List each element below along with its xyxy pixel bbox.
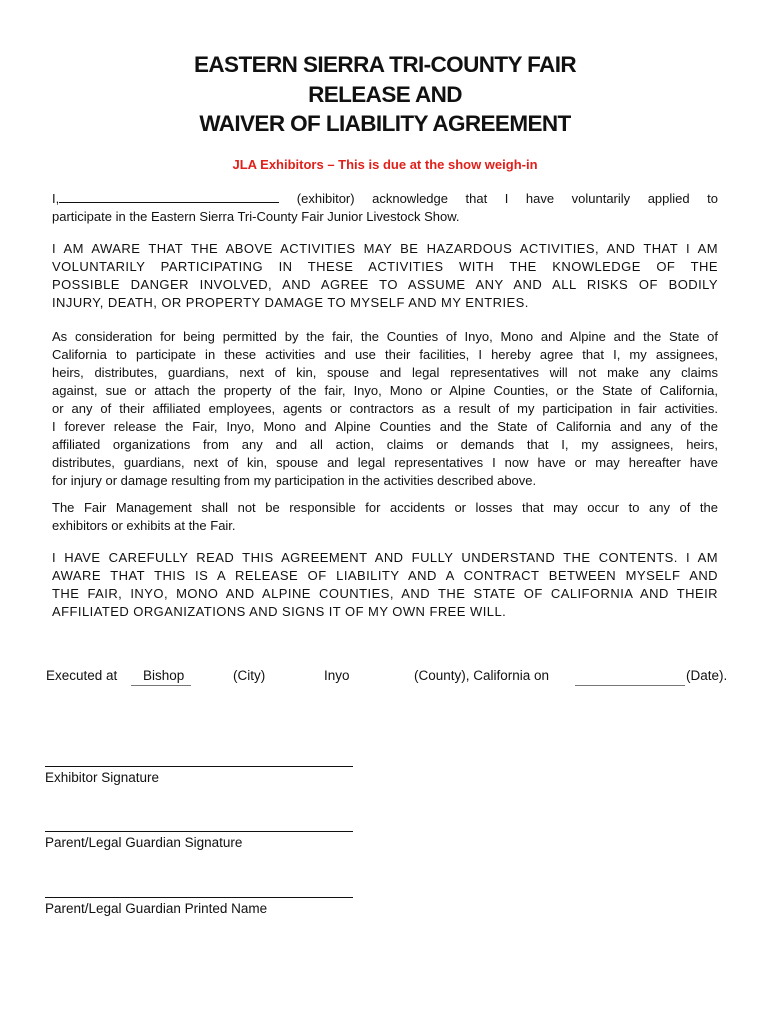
acknowledgement-text: (exhibitor) acknowledge that I have voluntarily applied to <box>296 191 718 206</box>
acknowledgement-prefix: I, <box>52 191 60 206</box>
text-line: affiliated organizations from any and all action, claims or demands that I, my assignees, heirs, <box>52 437 718 452</box>
text-line: The Fair Management shall not be responsible for accidents or losses that may occur to any of the <box>52 500 718 515</box>
guardian-signature-label: Parent/Legal Guardian Signature <box>45 835 243 850</box>
text-line: heirs, distributes, guardians, next of kin, spouse and legal representatives will not make any claims <box>52 365 718 380</box>
city-value: Bishop <box>143 668 185 683</box>
exhibitor-signature-label: Exhibitor Signature <box>45 770 160 785</box>
city-label: (City) <box>233 668 266 683</box>
paragraph-awareness <box>52 240 718 312</box>
text-line: I AM AWARE THAT THE ABOVE ACTIVITIES MAY BE HAZARDOUS ACTIVITIES, AND THAT I AM <box>52 241 718 256</box>
guardian-printed-name-label: Parent/Legal Guardian Printed Name <box>45 901 268 916</box>
text-line: California to participate in these activities and use their facilities, I hereby agree that I, my assignees, <box>52 347 718 362</box>
city-field[interactable] <box>131 685 191 686</box>
guardian-signature-line[interactable] <box>45 831 353 832</box>
executed-at-row <box>0 668 770 688</box>
county-value: Inyo <box>324 668 350 683</box>
text-line: As consideration for being permitted by the fair, the Counties of Inyo, Mono and Alpine and the State of <box>52 329 718 344</box>
text-line: against, sue or attach the property of the fair, Inyo, Mono or Alpine Counties, or the State of California, <box>52 383 718 398</box>
exhibitor-name-field[interactable] <box>59 190 279 203</box>
title-line-3: WAIVER OF LIABILITY AGREEMENT <box>199 111 571 136</box>
text-line: VOLUNTARILY PARTICIPATING IN THESE ACTIVITIES WITH THE KNOWLEDGE OF THE <box>52 259 718 274</box>
date-field[interactable] <box>575 685 685 686</box>
paragraph-management <box>52 499 718 535</box>
exhibitor-signature-block <box>45 766 353 785</box>
text-line: THE FAIR, INYO, MONO AND ALPINE COUNTIES, AND THE STATE OF CALIFORNIA AND THEIR <box>52 586 718 601</box>
acknowledgement-line-2: participate in the Eastern Sierra Tri-County Fair Junior Livestock Show. <box>52 209 460 224</box>
text-line: AWARE THAT THIS IS A RELEASE OF LIABILITY AND A CONTRACT BETWEEN MYSELF AND <box>52 568 718 583</box>
text-line: I HAVE CAREFULLY READ THIS AGREEMENT AND FULLY UNDERSTAND THE CONTENTS. I AM <box>52 550 718 565</box>
text-line: for injury or damage resulting from my participation in the activities described above. <box>52 473 537 488</box>
text-line: AFFILIATED ORGANIZATIONS AND SIGNS IT OF MY OWN FREE WILL. <box>52 604 507 619</box>
text-line: INJURY, DEATH, OR PROPERTY DAMAGE TO MYSELF AND MY ENTRIES. <box>52 295 529 310</box>
text-line: exhibitors or exhibits at the Fair. <box>52 518 236 533</box>
document-title <box>0 50 770 139</box>
date-label: (Date). <box>686 668 728 683</box>
paragraph-declaration <box>52 549 718 621</box>
acknowledgement-line-1 <box>52 190 718 208</box>
text-line: POSSIBLE DANGER INVOLVED, AND AGREE TO ASSUME ANY AND ALL RISKS OF BODILY <box>52 277 718 292</box>
title-line-1: EASTERN SIERRA TRI-COUNTY FAIR <box>193 52 577 77</box>
paragraph-consideration <box>52 328 718 490</box>
guardian-printed-name-block <box>45 897 353 916</box>
subtitle-notice: JLA Exhibitors – This is due at the show weigh-in <box>232 157 538 172</box>
exhibitor-signature-line[interactable] <box>45 766 353 767</box>
county-label: (County), California on <box>414 668 550 683</box>
title-line-2: RELEASE AND <box>308 81 462 107</box>
text-line: or any of their affiliated employees, agents or contractors as a result of my participation in fair activities. <box>52 401 718 416</box>
guardian-signature-block <box>45 831 353 850</box>
paragraph-acknowledgement <box>52 190 718 226</box>
text-line: distributes, guardians, next of kin, spouse and legal representatives I now have or may hereafter have <box>52 455 718 470</box>
executed-at-label: Executed at <box>46 668 118 683</box>
guardian-printed-name-line[interactable] <box>45 897 353 898</box>
text-line: I forever release the Fair, Inyo, Mono and Alpine Counties and the State of California and any of the <box>52 419 718 434</box>
